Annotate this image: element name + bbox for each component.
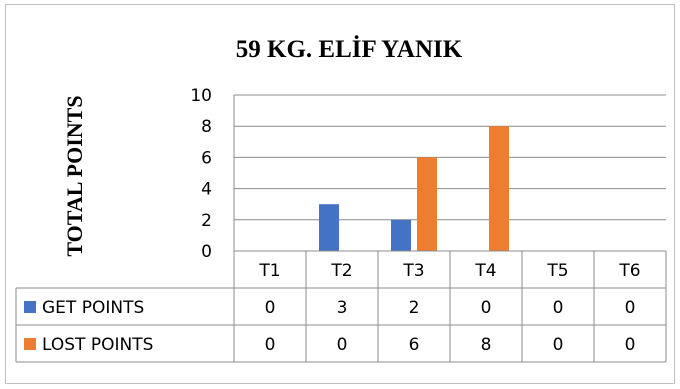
y-tick-label: 8	[201, 117, 212, 138]
bar-lost-points	[417, 157, 437, 251]
data-table-value: 0	[624, 298, 636, 318]
data-table-value: 6	[408, 335, 420, 355]
legend-swatch	[24, 301, 36, 313]
data-table-value: 3	[336, 298, 348, 318]
data-table-value: 2	[408, 298, 420, 318]
bar-get-points	[319, 204, 339, 251]
y-tick-label: 2	[201, 210, 212, 231]
data-table-value: 0	[624, 335, 636, 355]
gridlines	[234, 95, 666, 251]
category-label: T4	[475, 261, 497, 281]
category-label: T6	[619, 261, 641, 281]
category-label: T2	[331, 261, 353, 281]
data-table-value: 0	[336, 335, 348, 355]
legend-label: LOST POINTS	[42, 335, 154, 355]
data-table-value: 0	[552, 298, 564, 318]
bar-lost-points	[489, 126, 509, 251]
y-tick-label: 0	[201, 242, 212, 262]
chart-title: 59 KG. ELİF YANIK	[235, 36, 463, 63]
data-table	[16, 251, 666, 362]
y-tick-label: 10	[190, 86, 212, 106]
data-table-value: 0	[552, 335, 564, 355]
data-table-value: 0	[264, 298, 276, 318]
y-axis-label: TOTAL POINTS	[62, 95, 87, 257]
category-label: T3	[403, 261, 425, 281]
data-table-value: 0	[480, 298, 492, 318]
category-label: T5	[547, 261, 569, 281]
data-table-value: 8	[480, 335, 492, 355]
category-label: T1	[259, 261, 281, 281]
y-tick-label: 4	[201, 179, 212, 200]
data-table-value: 0	[264, 335, 276, 355]
chart-svg	[6, 5, 676, 385]
y-tick-label: 6	[201, 148, 212, 169]
legend-label: GET POINTS	[42, 298, 145, 318]
y-tick-labels	[190, 86, 212, 262]
legend-swatch	[24, 338, 36, 350]
bar-get-points	[391, 220, 411, 251]
chart-frame	[5, 4, 675, 384]
